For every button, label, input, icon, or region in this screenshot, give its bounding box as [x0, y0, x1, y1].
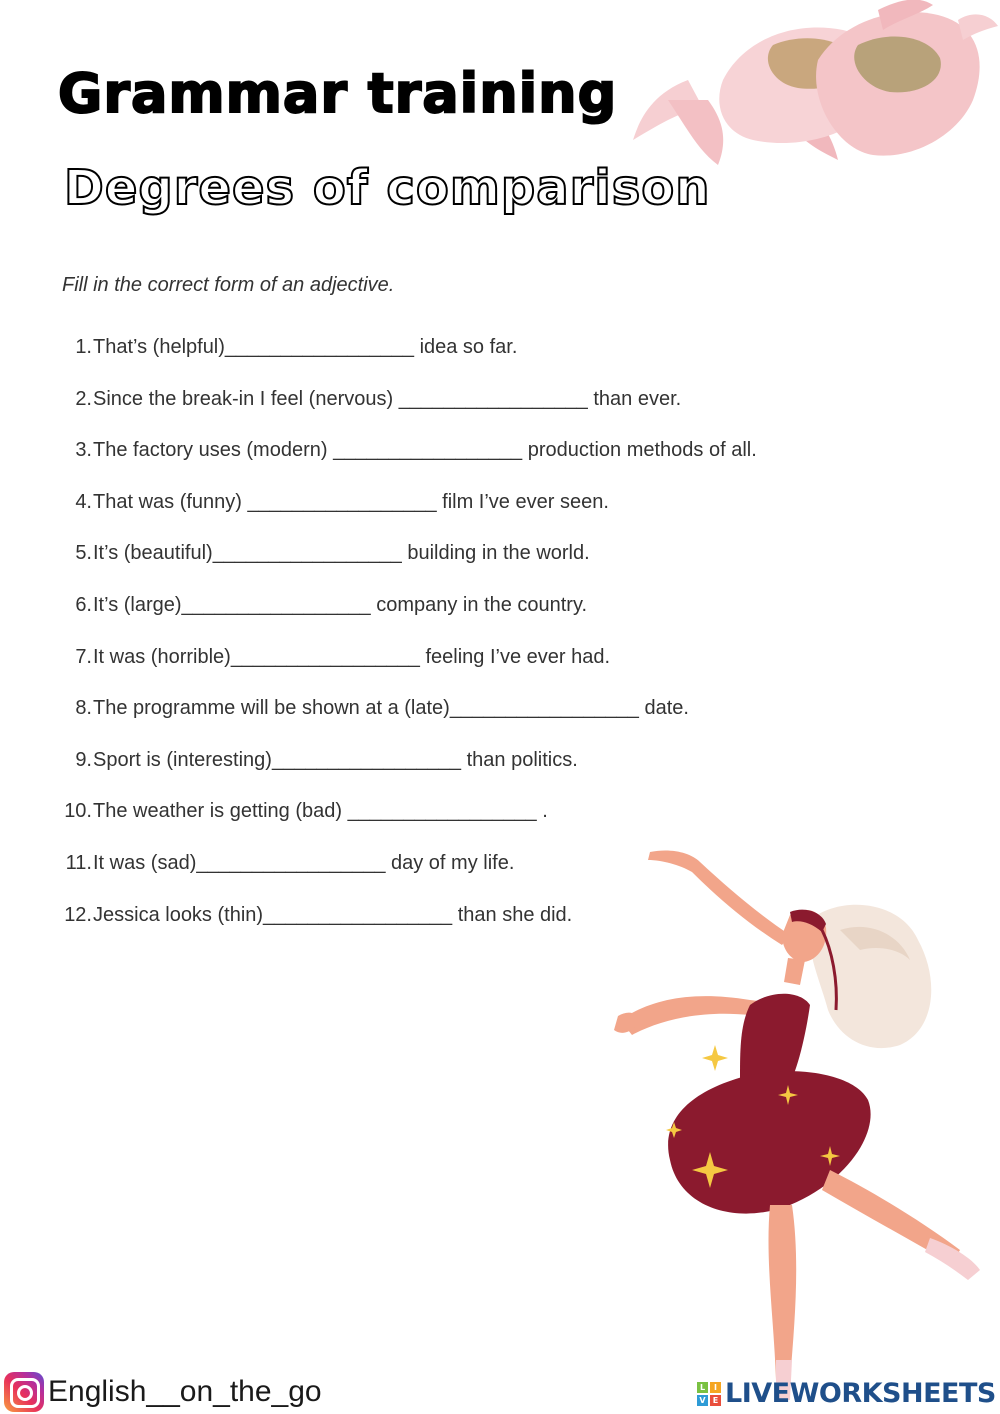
exercise-sentence[interactable]: The weather is getting (bad) _________________ . — [93, 800, 548, 823]
exercise-item — [50, 388, 870, 440]
page-title: Grammar training — [58, 62, 618, 125]
exercise-number: 5. — [75, 542, 92, 565]
exercise-item — [50, 697, 870, 749]
exercise-sentence[interactable]: It’s (large)_________________ company in the country. — [93, 593, 588, 616]
exercise-sentence[interactable]: It was (sad)_________________ day of my life. — [93, 851, 515, 874]
logo-letter: E — [710, 1395, 721, 1406]
exercise-item — [50, 439, 870, 491]
logo-letter: I — [710, 1382, 721, 1393]
exercise-number: 3. — [75, 439, 92, 462]
exercise-sentence[interactable]: The factory uses (modern) _________________ production methods of all. — [93, 439, 757, 462]
exercise-sentence[interactable]: It’s (beautiful)_________________ building in the world. — [93, 542, 590, 565]
liveworksheets-logo-icon — [697, 1382, 721, 1406]
exercise-item — [50, 542, 870, 594]
ballerina-illustration — [600, 840, 1000, 1414]
exercise-sentence[interactable]: Jessica looks (thin)_________________ than she did. — [93, 903, 573, 926]
exercise-number: 12. — [64, 903, 92, 926]
exercise-number: 8. — [75, 697, 92, 720]
exercise-sentence[interactable]: The programme will be shown at a (late)_________________ date. — [93, 697, 689, 720]
instagram-icon — [4, 1372, 44, 1412]
ballet-shoes-illustration — [628, 0, 1000, 180]
exercise-number: 10. — [64, 800, 92, 823]
instruction-text: Fill in the correct form of an adjective. — [62, 274, 395, 296]
exercise-number: 1. — [75, 336, 92, 358]
exercise-number: 2. — [75, 387, 92, 410]
exercise-item — [50, 749, 870, 801]
exercise-number: 6. — [75, 593, 92, 616]
exercise-item — [50, 491, 870, 543]
exercise-sentence[interactable]: That was (funny) _________________ film I’ve ever seen. — [93, 490, 609, 513]
exercise-number: 7. — [75, 645, 92, 668]
instagram-handle[interactable] — [4, 1370, 322, 1414]
exercise-sentence[interactable]: Sport is (interesting)_________________ than politics. — [93, 748, 578, 771]
exercise-item — [50, 336, 870, 388]
exercise-number: 11. — [65, 851, 92, 874]
exercise-sentence[interactable]: It was (horrible)_________________ feeling I’ve ever had. — [93, 645, 611, 668]
logo-letter: L — [697, 1382, 708, 1393]
exercise-item — [50, 594, 870, 646]
exercise-number: 9. — [75, 748, 92, 771]
brand-text: LIVEWORKSHEETS — [725, 1378, 996, 1409]
exercise-sentence[interactable]: That’s (helpful)_________________ idea so far. — [93, 336, 518, 358]
exercise-item — [50, 646, 870, 698]
exercise-sentence[interactable]: Since the break-in I feel (nervous) _________________ than ever. — [93, 387, 682, 410]
logo-letter: V — [697, 1395, 708, 1406]
page-subtitle: Degrees of comparison — [64, 160, 711, 216]
handle-text: English__on_the_go — [48, 1375, 322, 1408]
exercise-number: 4. — [75, 490, 92, 513]
liveworksheets-brand[interactable] — [697, 1378, 996, 1409]
